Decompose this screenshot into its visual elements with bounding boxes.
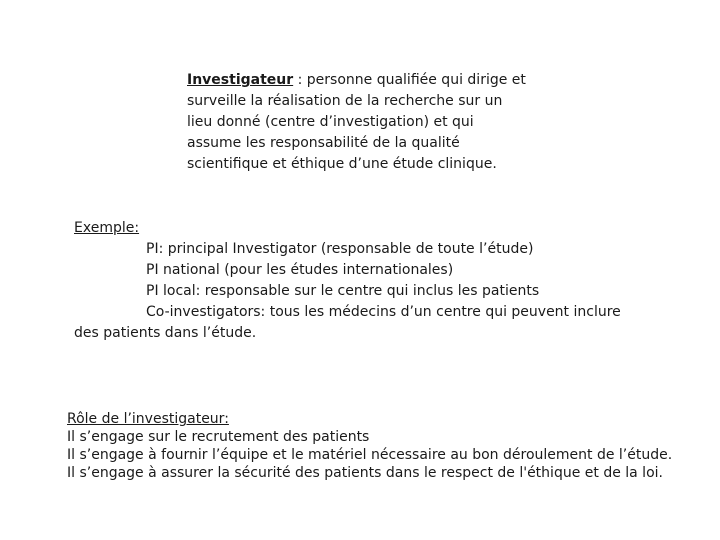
definition-line: assume les responsabilité de la qualité	[187, 135, 460, 151]
role-item: Il s’engage sur le recrutement des patients	[67, 429, 370, 445]
role-heading: Rôle de l’investigateur:	[67, 411, 229, 427]
definition-block	[187, 70, 526, 175]
example-block	[74, 218, 621, 344]
definition-line: surveille la réalisation de la recherche sur un	[187, 93, 503, 109]
role-item: Il s’engage à assurer la sécurité des patients dans le respect de l'éthique et de la loi.	[67, 465, 663, 481]
role-item: Il s’engage à fournir l’équipe et le matériel nécessaire au bon déroulement de l’étude.	[67, 447, 673, 463]
example-item-pi-national: PI national (pour les études internationales)	[146, 262, 454, 278]
example-item-co-investigators: Co-investigators: tous les médecins d’un centre qui peuvent inclure	[146, 304, 621, 320]
definition-term: Investigateur	[187, 72, 294, 88]
definition-line: lieu donné (centre d’investigation) et qui	[187, 114, 474, 130]
example-item-pi-local: PI local: responsable sur le centre qui inclus les patients	[146, 283, 540, 299]
example-heading: Exemple:	[74, 220, 140, 236]
example-item-pi: PI: principal Investigator (responsable de toute l’étude)	[146, 241, 534, 257]
role-block	[67, 410, 672, 482]
definition-line: scientifique et éthique d’une étude clinique.	[187, 156, 497, 172]
definition-text-first: : personne qualifiée qui dirige et	[293, 72, 526, 88]
definition-first-line	[187, 70, 526, 91]
example-continuation: des patients dans l’étude.	[74, 325, 257, 341]
